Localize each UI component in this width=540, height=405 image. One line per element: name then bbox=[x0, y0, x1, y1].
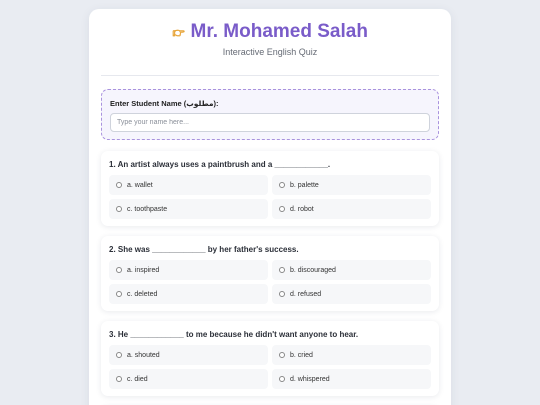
option-label: b. discouraged bbox=[290, 266, 336, 274]
answer-option-a[interactable] bbox=[109, 260, 268, 280]
answer-option-b[interactable] bbox=[272, 345, 431, 365]
radio-icon[interactable] bbox=[279, 352, 285, 358]
header-divider bbox=[101, 75, 439, 76]
option-label: a. wallet bbox=[127, 181, 153, 189]
answer-option-c[interactable] bbox=[109, 369, 268, 389]
question-card-3 bbox=[101, 321, 439, 396]
answer-option-d[interactable] bbox=[272, 284, 431, 304]
page-title bbox=[101, 21, 439, 43]
question-card-1 bbox=[101, 151, 439, 226]
option-label: c. toothpaste bbox=[127, 205, 168, 213]
option-label: a. shouted bbox=[127, 351, 160, 359]
radio-icon[interactable] bbox=[116, 182, 122, 188]
question-text: 2. She was ____________ by her father's success. bbox=[109, 245, 299, 254]
option-label: c. deleted bbox=[127, 290, 158, 298]
option-label: b. cried bbox=[290, 351, 313, 359]
answer-option-b[interactable] bbox=[272, 260, 431, 280]
student-name-section bbox=[101, 89, 439, 140]
answer-option-d[interactable] bbox=[272, 369, 431, 389]
title-text: Mr. Mohamed Salah bbox=[190, 21, 368, 42]
answer-option-d[interactable] bbox=[272, 199, 431, 219]
radio-icon[interactable] bbox=[279, 206, 285, 212]
question-text: 1. An artist always uses a paintbrush and a ____________. bbox=[109, 160, 331, 169]
answer-option-c[interactable] bbox=[109, 199, 268, 219]
answer-option-b[interactable] bbox=[272, 175, 431, 195]
answer-option-c[interactable] bbox=[109, 284, 268, 304]
pointing-hand-icon: 👉︎ bbox=[172, 22, 185, 41]
quiz-card bbox=[89, 9, 451, 405]
radio-icon[interactable] bbox=[279, 291, 285, 297]
page-subtitle: Interactive English Quiz bbox=[222, 47, 318, 57]
answer-option-a[interactable] bbox=[109, 345, 268, 365]
option-label: b. palette bbox=[290, 181, 319, 189]
radio-icon[interactable] bbox=[116, 376, 122, 382]
radio-icon[interactable] bbox=[116, 352, 122, 358]
answer-options bbox=[109, 345, 431, 389]
radio-icon[interactable] bbox=[116, 267, 122, 273]
option-label: d. whispered bbox=[290, 375, 330, 383]
radio-icon[interactable] bbox=[279, 267, 285, 273]
student-name-input[interactable] bbox=[110, 113, 430, 132]
answer-option-a[interactable] bbox=[109, 175, 268, 195]
question-text: 3. He ____________ to me because he didn't want anyone to hear. bbox=[109, 330, 359, 339]
radio-icon[interactable] bbox=[116, 291, 122, 297]
option-label: a. inspired bbox=[127, 266, 160, 274]
option-label: c. died bbox=[127, 375, 148, 383]
radio-icon[interactable] bbox=[116, 206, 122, 212]
option-label: d. robot bbox=[290, 205, 314, 213]
option-label: d. refused bbox=[290, 290, 322, 298]
radio-icon[interactable] bbox=[279, 376, 285, 382]
radio-icon[interactable] bbox=[279, 182, 285, 188]
question-card-2 bbox=[101, 236, 439, 311]
answer-options bbox=[109, 175, 431, 219]
quiz-header bbox=[101, 21, 439, 73]
answer-options bbox=[109, 260, 431, 304]
student-name-label: Enter Student Name (مطلوب): bbox=[110, 99, 219, 108]
